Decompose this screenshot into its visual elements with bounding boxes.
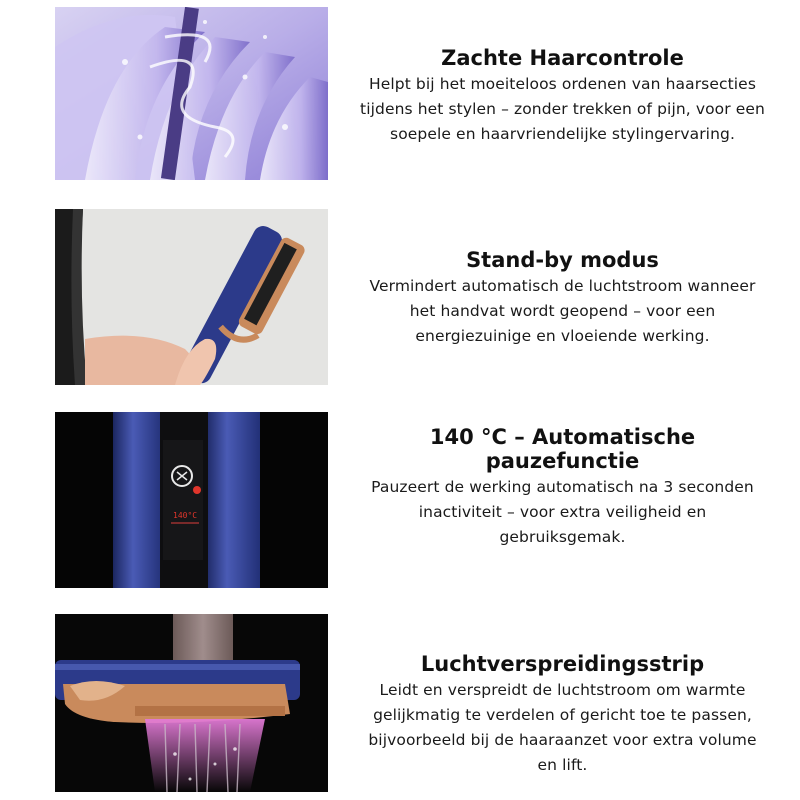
- feature-text: [360, 46, 765, 147]
- feature-description: Helpt bij het moeiteloos ordenen van haarsecties tijdens het stylen – zonder trekken of pijn, voor een soepele en haarvriendelijke stylingervaring.: [360, 75, 765, 143]
- standby-image: [55, 209, 328, 385]
- feature-title: Luchtverspreidingsstrip: [420, 652, 705, 676]
- auto-pause-image: [55, 412, 328, 588]
- air-strip-image: [55, 614, 328, 792]
- feature-text: [360, 652, 765, 778]
- feature-title: Zachte Haarcontrole: [441, 46, 684, 70]
- temperature-readout: 140°C: [173, 511, 198, 520]
- feature-title: Stand-by modus: [466, 248, 659, 272]
- feature-description: Leidt en verspreidt de luchtstroom om warmte gelijkmatig te verdelen of gericht toe te passen, bijvoorbeeld bij de haaraanzet voor extra volume en lift.: [368, 681, 757, 774]
- feature-description: Pauzeert de werking automatisch na 3 seconden inactiviteit – voor extra veiligheid en gebruiksgemak.: [371, 478, 754, 546]
- feature-title: 140 °C – Automatische pauzefunctie: [429, 425, 696, 473]
- feature-description: Vermindert automatisch de luchtstroom wanneer het handvat wordt geopend – voor een energiezuinige en vloeiende werking.: [369, 277, 756, 345]
- feature-text: [360, 248, 765, 349]
- soft-control-image: [55, 7, 328, 180]
- feature-text: [360, 425, 765, 550]
